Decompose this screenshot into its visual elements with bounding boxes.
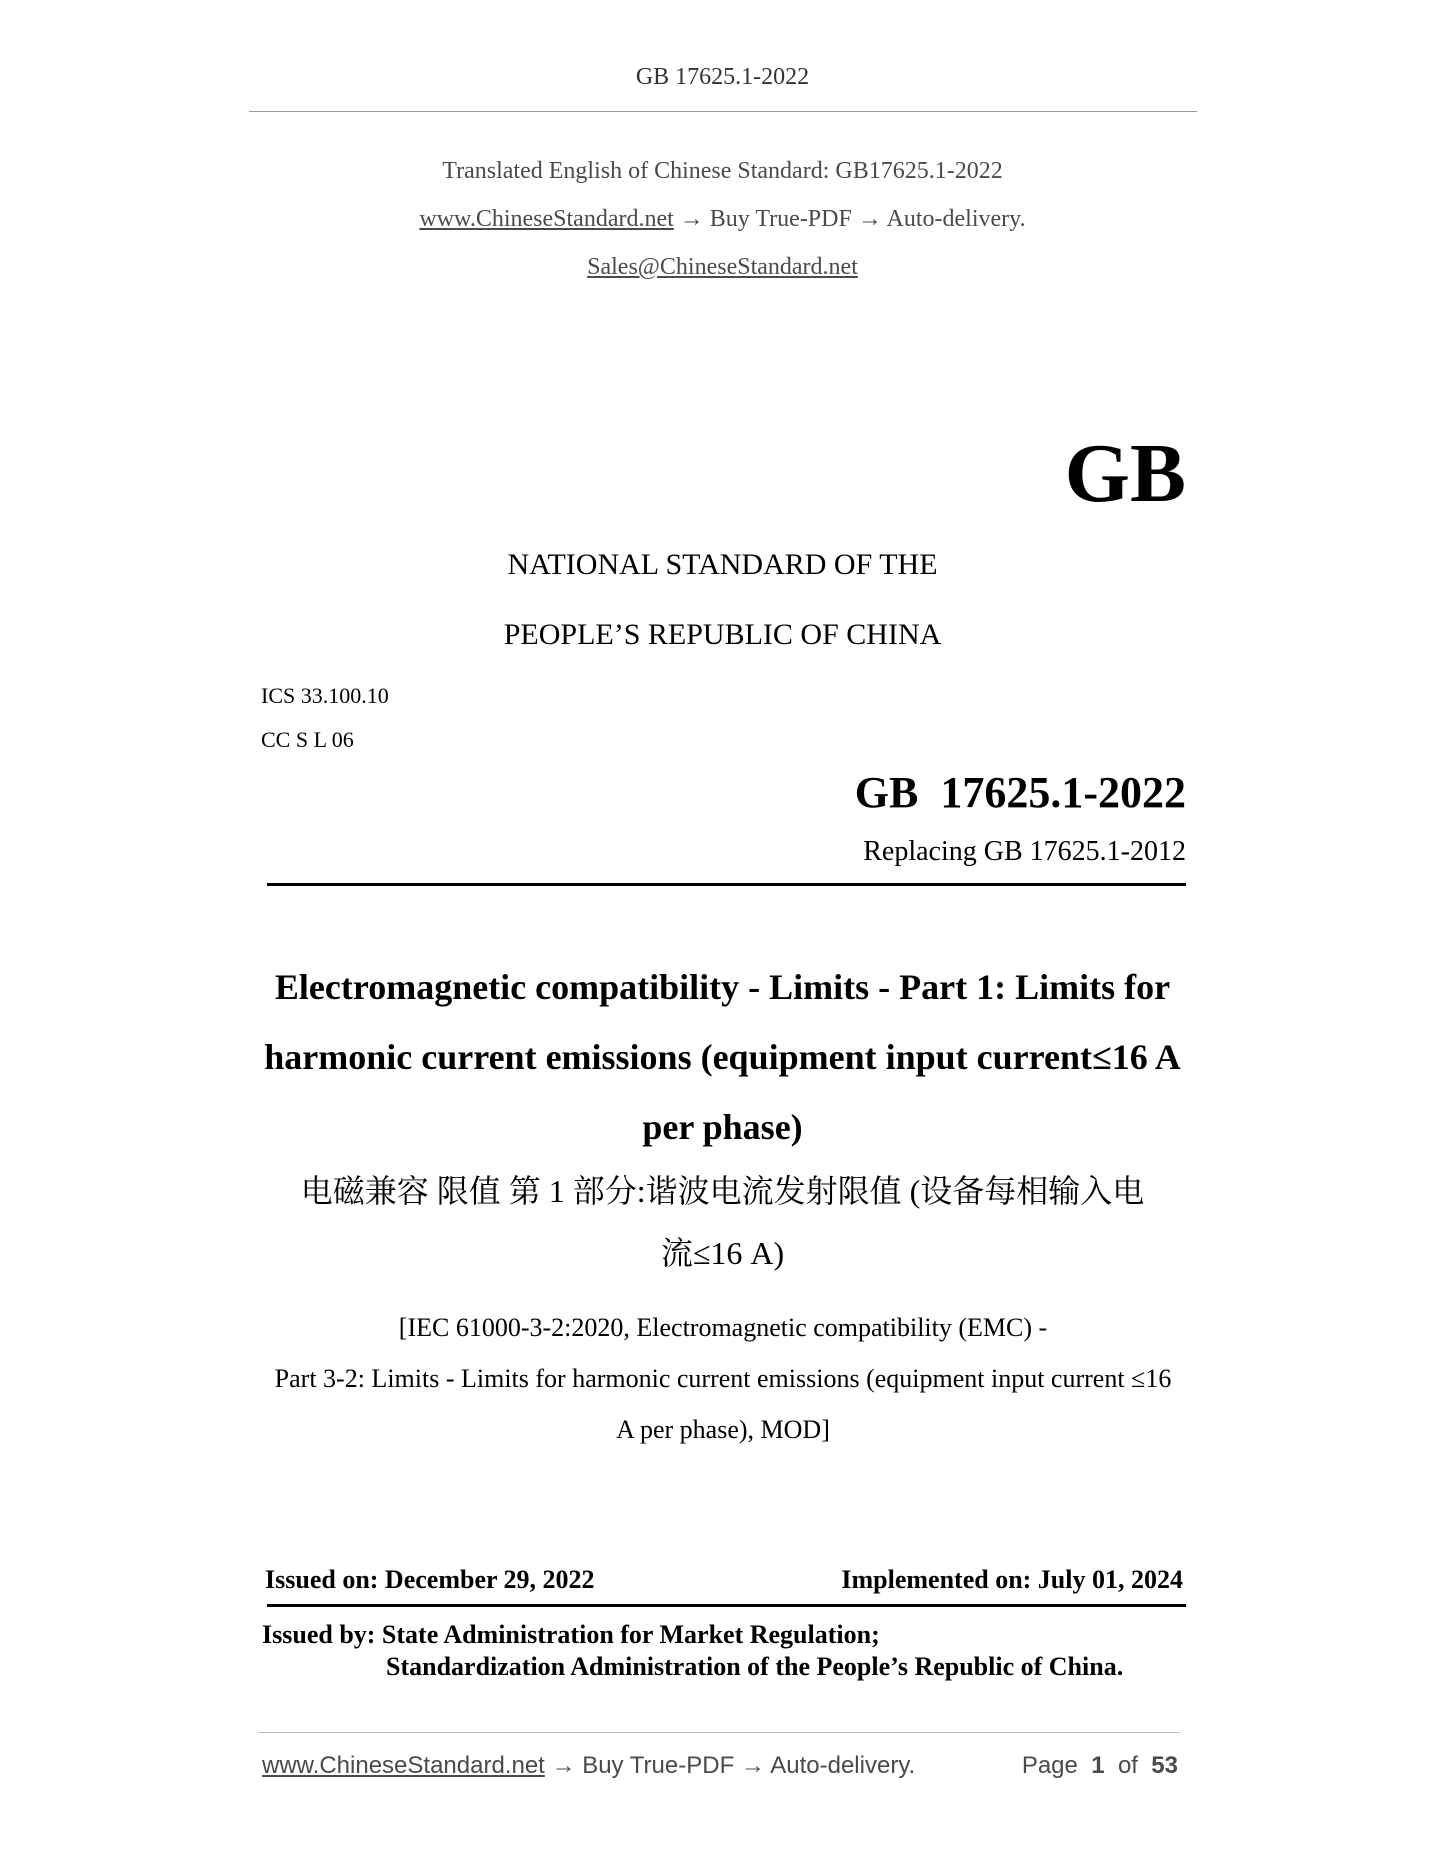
title-chinese-line: 流≤16 A): [660, 1235, 785, 1271]
notice-email-line: [0, 254, 1445, 281]
of-word: of: [1117, 1752, 1138, 1779]
title-english-line: Electromagnetic compatibility - Limits - Part 1: Limits for: [274, 967, 1171, 1007]
title-chinese: [255, 1160, 1190, 1284]
implemented-on-date: Implemented on: July 01, 2024: [841, 1565, 1183, 1594]
sales-email-link[interactable]: Sales@ChineseStandard.net: [587, 254, 858, 280]
footer-buy-text: Buy True-PDF: [582, 1752, 735, 1779]
auto-delivery-text: Auto-delivery.: [886, 206, 1026, 232]
page-current: 1: [1091, 1752, 1105, 1779]
footer-divider: [258, 1732, 1180, 1733]
footer-site-link[interactable]: www.ChineseStandard.net: [262, 1752, 545, 1779]
arrow-right-icon: →: [551, 1752, 576, 1779]
iec-reference-line: [IEC 61000-3-2:2020, Electromagnetic compatibility (EMC) -: [398, 1313, 1048, 1342]
ics-code: ICS 33.100.10: [261, 683, 389, 708]
title-english: [260, 952, 1185, 1162]
standard-number: GB 17625.1-2022: [854, 768, 1186, 817]
ccs-code: CC S L 06: [261, 727, 354, 752]
issued-by-line1: Issued by: State Administration for Market Regulation;: [262, 1620, 880, 1649]
arrow-right-icon: →: [679, 206, 704, 232]
title-english-line: harmonic current emissions (equipment input current≤16 A: [264, 1037, 1181, 1077]
footer-auto-delivery-text: Auto-delivery.: [770, 1752, 916, 1779]
translation-notice: Translated English of Chinese Standard: GB17625.1-2022: [442, 158, 1003, 184]
notice-buy-line: [0, 206, 1445, 233]
national-standard-line2: PEOPLE’S REPUBLIC OF CHINA: [503, 618, 942, 651]
site-link[interactable]: www.ChineseStandard.net: [419, 206, 674, 232]
replacing-standard: Replacing GB 17625.1-2012: [863, 836, 1186, 867]
gb-logo: GB: [1064, 427, 1186, 520]
title-chinese-line: 电磁兼容 限值 第 1 部分:谐波电流发射限值 (设备每相输入电: [300, 1173, 1145, 1209]
running-header: GB 17625.1-2022: [635, 64, 810, 90]
page-word: Page: [1021, 1752, 1078, 1779]
issued-on-date: Issued on: December 29, 2022: [265, 1565, 595, 1594]
page-indicator: [1022, 1752, 1178, 1780]
title-english-line: per phase): [642, 1107, 803, 1147]
iec-reference-line: Part 3-2: Limits - Limits for harmonic current emissions (equipment input current ≤16: [274, 1364, 1172, 1393]
arrow-right-icon: →: [857, 206, 882, 232]
iec-reference-line: A per phase), MOD]: [616, 1415, 830, 1444]
page-footer: [262, 1752, 1180, 1780]
national-standard-line1: NATIONAL STANDARD OF THE: [507, 548, 938, 581]
issue-divider: [267, 1604, 1186, 1607]
page-total: 53: [1151, 1752, 1178, 1779]
title-divider: [267, 883, 1186, 886]
arrow-right-icon: →: [740, 1752, 765, 1779]
iec-reference: [258, 1302, 1188, 1455]
buy-true-pdf-text: Buy True-PDF: [709, 206, 852, 232]
issued-by-line2: Standardization Administration of the People’s Republic of China.: [386, 1652, 1124, 1681]
header-divider: [249, 111, 1197, 112]
